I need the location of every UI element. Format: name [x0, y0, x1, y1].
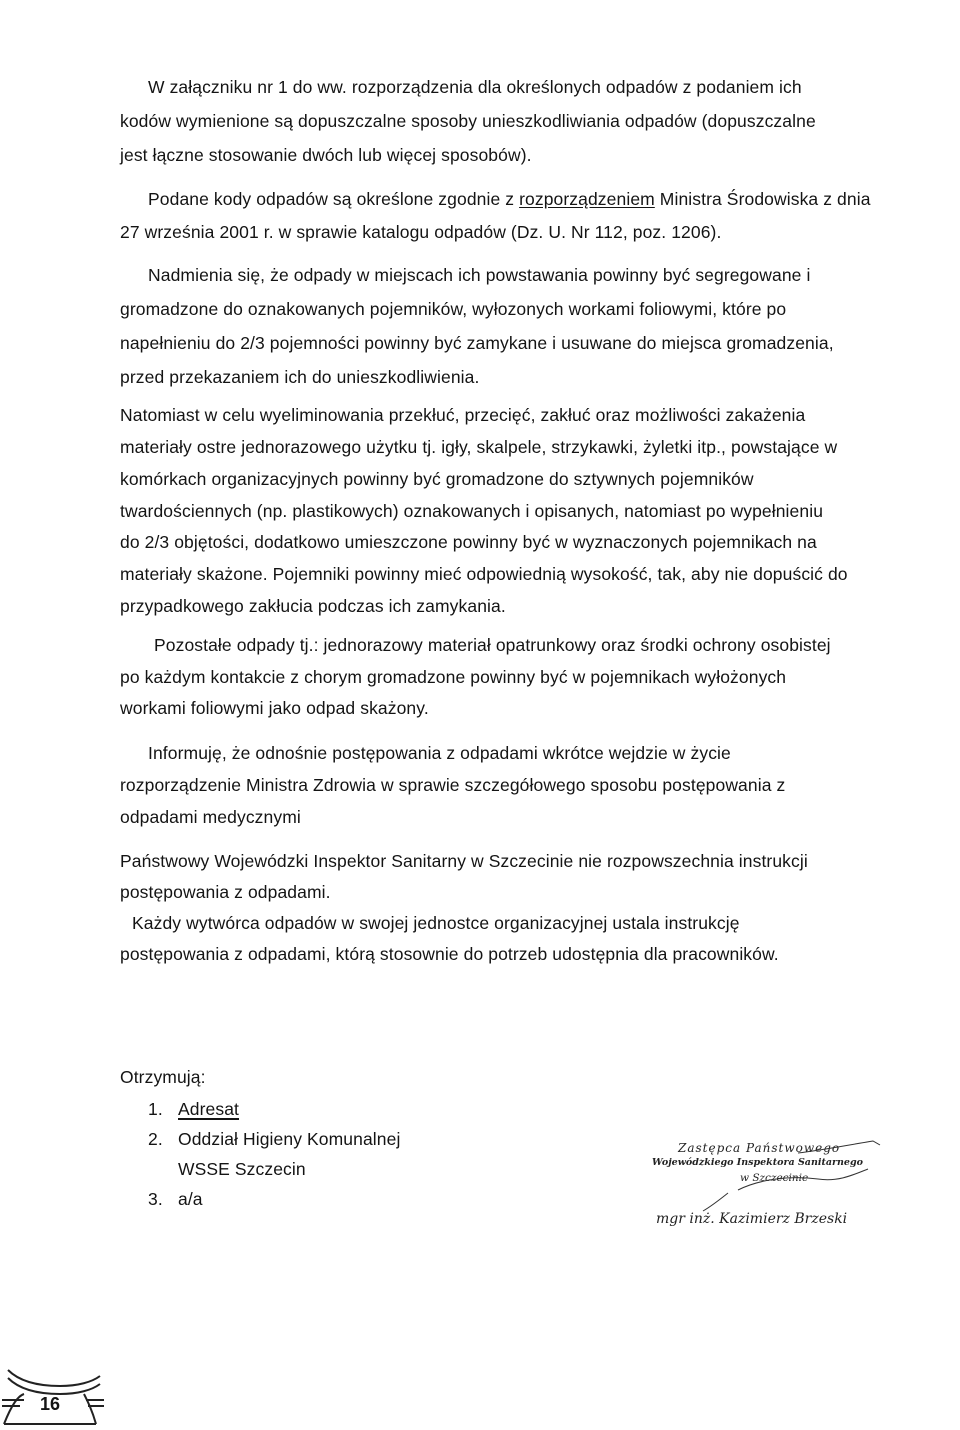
- signatory-name: mgr inż. Kazimierz Brzeski: [656, 1211, 848, 1227]
- paragraph-8-line-2: postępowania z odpadami, którą stosownie do potrzeb udostępnia dla pracowników.: [120, 944, 779, 964]
- paragraph-3-line-1: Nadmienia się, że odpady w miejscach ich powstawania powinny być segregowane i: [148, 265, 811, 285]
- paragraph-4-line-6: materiały skażone. Pojemniki powinny mieć odpowiednią wysokość, tak, aby nie dopuścić do: [120, 564, 848, 584]
- paragraph-7-line-2: postępowania z odpadami.: [120, 882, 331, 902]
- stamp-line-3: w Szczecinie: [740, 1172, 809, 1184]
- recipient-2-number: 2.: [148, 1129, 163, 1149]
- recipient-2-name: Oddział Higieny Komunalnej: [178, 1129, 401, 1149]
- paragraph-1-line-1: W załączniku nr 1 do ww. rozporządzenia dla określonych odpadów z podaniem ich: [148, 77, 802, 97]
- recipient-2-unit: WSSE Szczecin: [178, 1159, 306, 1179]
- paragraph-4-line-5: do 2/3 objętości, dodatkowo umieszczone powinny być w wyznaczonych pojemnikach na: [120, 532, 817, 552]
- paragraph-4-line-1: Natomiast w celu wyeliminowania przekłuć, przecięć, zakłuć oraz możliwości zakażenia: [120, 405, 806, 425]
- regulation-reference: rozporządzeniem: [519, 189, 655, 209]
- paragraph-1-line-3: jest łączne stosowanie dwóch lub więcej sposobów).: [120, 145, 532, 165]
- recipients-heading: Otrzymują:: [120, 1067, 206, 1087]
- paragraph-2-line-1-post: Ministra Środowiska z dnia: [654, 189, 871, 209]
- paragraph-6-line-1: Informuję, że odnośnie postępowania z odpadami wkrótce wejdzie w życie: [148, 743, 731, 763]
- paragraph-2-line-1-pre: Podane kody odpadów są określone zgodnie z: [148, 189, 520, 209]
- paragraph-4-line-3: komórkach organizacyjnych powinny być gromadzone do sztywnych pojemników: [120, 469, 754, 489]
- recipient-1-number: 1.: [148, 1099, 163, 1119]
- paragraph-1-line-2: kodów wymienione są dopuszczalne sposoby unieszkodliwiania odpadów (dopuszczalne: [120, 111, 816, 131]
- paragraph-6-line-3: odpadami medycznymi: [120, 807, 301, 827]
- recipient-1-name: Adresat: [178, 1099, 240, 1119]
- official-stamp: [648, 1135, 888, 1235]
- paragraph-4-line-2: materiały ostre jednorazowego użytku tj. igły, skalpele, strzykawki, żyletki itp., powstające w: [120, 437, 838, 457]
- paragraph-7-line-1: Państwowy Wojewódzki Inspektor Sanitarny w Szczecinie nie rozpowszechnia instrukcji: [120, 851, 808, 871]
- page-number: 16: [40, 1394, 61, 1414]
- paragraph-3-line-4: przed przekazaniem ich do unieszkodliwienia.: [120, 367, 480, 387]
- paragraph-2-line-2: 27 września 2001 r. w sprawie katalogu odpadów (Dz. U. Nr 112, poz. 1206).: [120, 222, 722, 242]
- paragraph-4-line-4: twardościennych (np. plastikowych) oznakowanych i opisanych, natomiast po wypełnieniu: [120, 501, 824, 521]
- paragraph-5-line-2: po każdym kontakcie z chorym gromadzone powinny być w pojemnikach wyłożonych: [120, 667, 787, 687]
- paragraph-5-line-3: workami foliowymi jako odpad skażony.: [120, 698, 429, 718]
- paragraph-2-line-1: [148, 188, 871, 210]
- stamp-line-2: Wojewódzkiego Inspektora Sanitarnego: [652, 1157, 863, 1168]
- paragraph-5-line-1: Pozostałe odpady tj.: jednorazowy materiał opatrunkowy oraz środki ochrony osobistej: [154, 635, 831, 655]
- paragraph-3-line-3: napełnieniu do 2/3 pojemności powinny być zamykane i usuwane do miejsca gromadzenia,: [120, 333, 834, 353]
- stamp-line-1: Zastępca Państwowego: [678, 1141, 841, 1155]
- paragraph-4-line-7: przypadkowego zakłucia podczas ich zamykania.: [120, 596, 506, 616]
- paragraph-6-line-2: rozporządzenie Ministra Zdrowia w sprawie szczegółowego sposobu postępowania z: [120, 775, 786, 795]
- paragraph-3-line-2: gromadzone do oznakowanych pojemników, wyłozonych workami foliowymi, które po: [120, 299, 787, 319]
- paragraph-8-line-1: Każdy wytwórca odpadów w swojej jednostce organizacyjnej ustala instrukcję: [132, 913, 740, 933]
- recipient-3-number: 3.: [148, 1189, 163, 1209]
- recipient-3-name: a/a: [178, 1189, 203, 1209]
